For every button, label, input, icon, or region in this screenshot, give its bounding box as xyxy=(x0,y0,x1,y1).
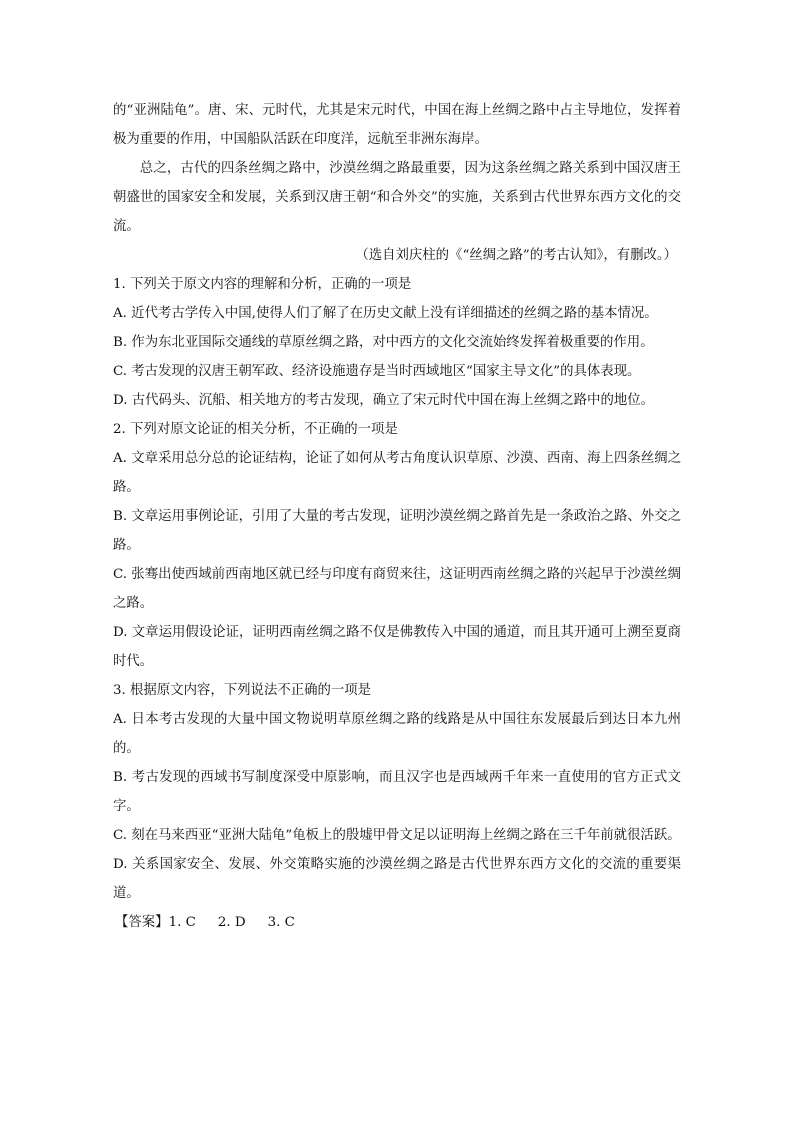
document-page xyxy=(113,96,681,937)
option-b: B. 作为东北亚国际交通线的草原丝绸之路，对中西方的文化交流始终发挥着极重要的作用。 xyxy=(113,335,654,350)
answer-line xyxy=(113,908,681,937)
option-a: A. 文章采用总分总的论证结构，论证了如何从考古角度认识草原、沙漠、西南、海上四条丝绸之路。 xyxy=(113,451,681,495)
option-c: C. 张骞出使西域前西南地区就已经与印度有商贸来往，这证明西南丝绸之路的兴起早于沙漠丝绸之路。 xyxy=(113,567,681,611)
answer-label: 【答案】 xyxy=(115,915,169,930)
passage-paragraph-2: 总之，古代的四条丝绸之路中，沙漠丝绸之路最重要，因为这条丝绸之路关系到中国汉唐王朝盛世的国家安全和发展，关系到汉唐王朝“和合外交”的实施，关系到古代世界东西方文化的交流。 xyxy=(113,161,681,234)
question-stem: 2. 下列对原文论证的相关分析，不正确的一项是 xyxy=(113,422,398,437)
option-a: A. 近代考古学传入中国,使得人们了解了在历史文献上没有详细描述的丝绸之路的基本情况。 xyxy=(113,306,658,321)
passage-source: （选自刘庆柱的《“丝绸之路”的考古认知》，有删改。） xyxy=(355,248,677,263)
question-stem: 1. 下列关于原文内容的理解和分析，正确的一项是 xyxy=(113,277,412,292)
option-b: B. 文章运用事例论证，引用了大量的考古发现，证明沙漠丝绸之路首先是一条政治之路、外交之路。 xyxy=(113,509,681,553)
option-c: C. 考古发现的汉唐王朝军政、经济设施遗存是当时西域地区“国家主导文化”的具体表现。 xyxy=(113,364,641,379)
option-b: B. 考古发现的西域书写制度深受中原影响，而且汉字也是西域两千年来一直使用的官方正式文字。 xyxy=(113,770,681,814)
answer-item-2: 2. D xyxy=(217,915,246,930)
question-3 xyxy=(113,676,681,908)
question-stem: 3. 根据原文内容，下列说法不正确的一项是 xyxy=(113,683,372,698)
passage-paragraph-1: 的“亚洲陆龟”。唐、宋、元时代，尤其是宋元时代，中国在海上丝绸之路中占主导地位，发挥着极为重要的作用，中国船队活跃在印度洋，远航至非洲东海岸。 xyxy=(113,103,681,147)
option-c: C. 刻在马来西亚“亚洲大陆龟”龟板上的殷墟甲骨文足以证明海上丝绸之路在三千年前就很活跃。 xyxy=(113,828,681,843)
option-d: D. 古代码头、沉船、相关地方的考古发现，确立了宋元时代中国在海上丝绸之路中的地位。 xyxy=(113,393,655,408)
answer-item-1: 1. C xyxy=(168,915,196,930)
option-a: A. 日本考古发现的大量中国文物说明草原丝绸之路的线路是从中国往东发展最后到达日本九州的。 xyxy=(113,712,681,756)
question-2 xyxy=(113,415,681,676)
option-d: D. 文章运用假设论证，证明西南丝绸之路不仅是佛教传入中国的通道，而且其开通可上溯至夏商时代。 xyxy=(113,625,681,669)
answer-item-3: 3. C xyxy=(267,915,295,930)
question-1 xyxy=(113,270,681,415)
option-d: D. 关系国家安全、发展、外交策略实施的沙漠丝绸之路是古代世界东西方文化的交流的重要渠道。 xyxy=(113,857,681,901)
